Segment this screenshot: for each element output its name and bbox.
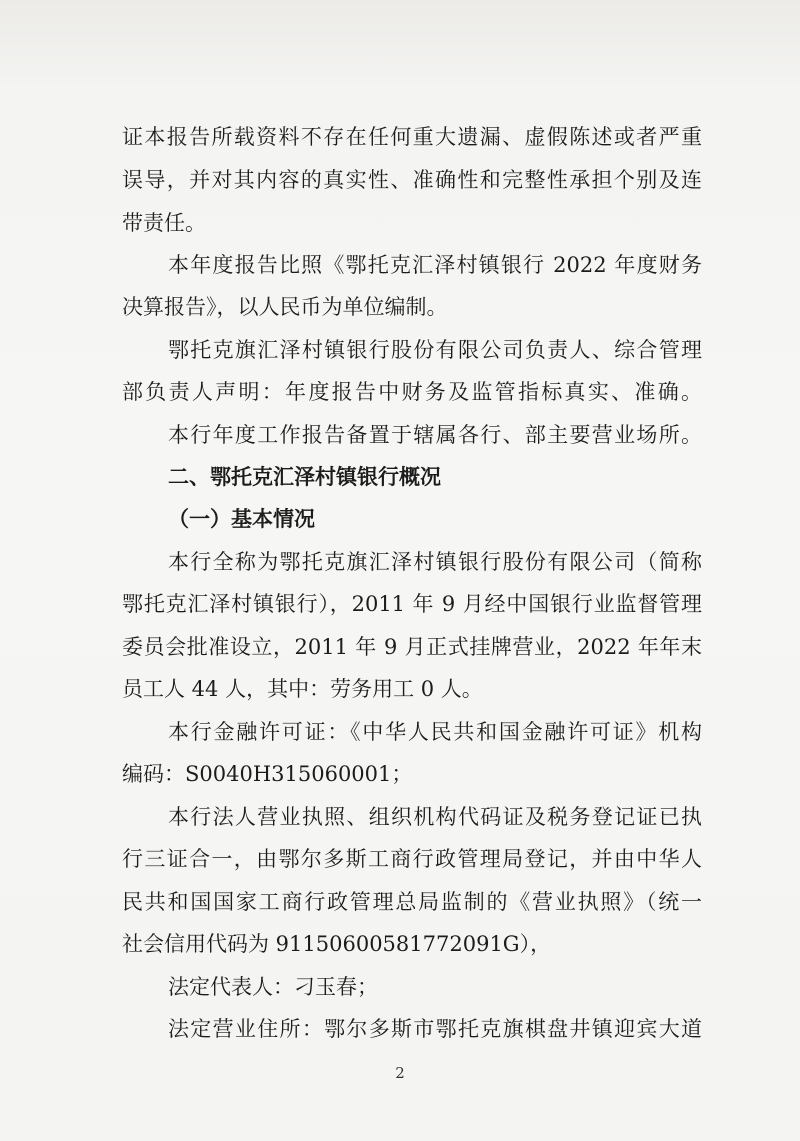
text-line: 委员会批准设立，2011 年 9 月正式挂牌营业，2022 年年末 — [122, 635, 702, 659]
text-line: 鄂托克汇泽村镇银行），2011 年 9 月经中国银行业监督管理 — [122, 592, 702, 616]
text-line: 法定营业住所：鄂尔多斯市鄂托克旗棋盘井镇迎宾大道 — [168, 1017, 702, 1041]
text-line: 本行全称为鄂托克旗汇泽村镇银行股份有限公司（简称 — [168, 550, 702, 574]
text-line: 鄂托克旗汇泽村镇银行股份有限公司负责人、综合管理 — [168, 338, 702, 362]
text-line: 行三证合一，由鄂尔多斯工商行政管理局登记，并由中华人 — [122, 847, 702, 871]
text-line: 证本报告所载资料不存在任何重大遗漏、虚假陈述或者严重 — [122, 125, 702, 149]
section-heading: 二、鄂托克汇泽村镇银行概况 — [168, 465, 441, 489]
text-line: 本行金融许可证：《中华人民共和国金融许可证》机构 — [168, 720, 702, 744]
text-line: 民共和国国家工商行政管理总局监制的《营业执照》（统一 — [122, 890, 702, 914]
text-line: 决算报告》，以人民币为单位编制。 — [122, 295, 448, 319]
text-line: 本行法人营业执照、组织机构代码证及税务登记证已执 — [168, 805, 702, 829]
subsection-heading: （一）基本情况 — [168, 507, 315, 531]
text-line: 本年度报告比照《鄂托克汇泽村镇银行 2022 年度财务 — [168, 253, 702, 277]
text-line: 带责任。 — [122, 211, 206, 235]
page-number: 2 — [395, 1064, 405, 1082]
text-line: 部负责人声明：年度报告中财务及监管指标真实、准确。 — [122, 380, 702, 404]
text-line: 本行年度工作报告备置于辖属各行、部主要营业场所。 — [168, 423, 702, 447]
text-line: 社会信用代码为 91150600581772091G）， — [122, 932, 552, 956]
text-line: 编码：S0040H315060001； — [122, 762, 413, 786]
text-line: 法定代表人：刁玉春； — [168, 975, 378, 999]
text-line: 误导，并对其内容的真实性、准确性和完整性承担个别及连 — [122, 168, 702, 192]
text-line: 员工人 44 人，其中：劳务用工 0 人。 — [122, 677, 483, 701]
